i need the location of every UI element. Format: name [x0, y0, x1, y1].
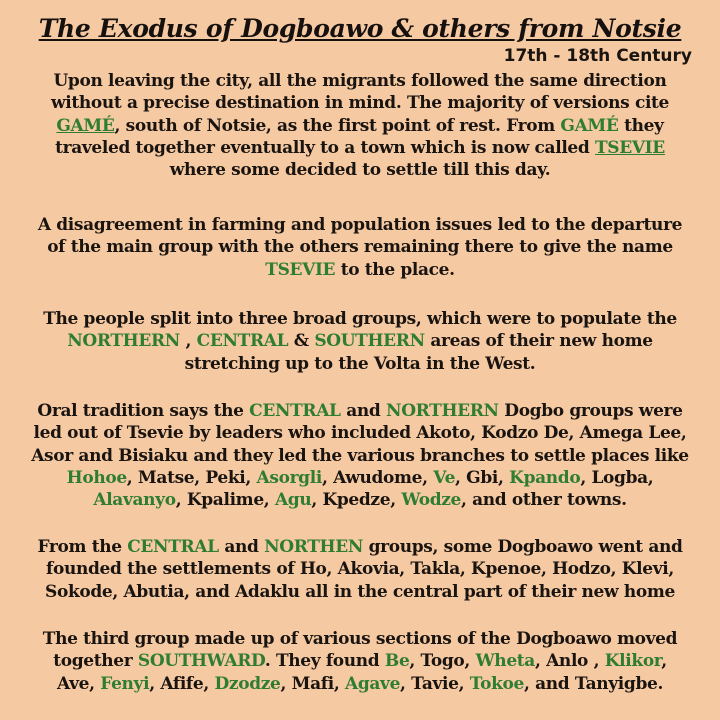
text-segment: Sokode, Abutia, and Adaklu all in the central part of their new home	[45, 581, 675, 602]
text-segment: ,	[179, 331, 197, 352]
text-segment: , Kpedze,	[311, 490, 402, 511]
century-subtitle: 17th - 18th Century	[503, 46, 692, 66]
text-segment: , Tavie,	[400, 673, 470, 694]
text-line	[14, 353, 706, 375]
text-segment: Oral tradition says the	[37, 401, 250, 421]
page-title: The Exodus of Dogboawo & others from Notsie	[38, 14, 682, 43]
text-segment: to the place.	[335, 259, 455, 280]
text-segment: , Kpalime,	[175, 490, 275, 511]
text-segment: traveled together eventually to a town which is now called	[55, 137, 595, 158]
text-line	[14, 214, 706, 236]
text-line	[14, 70, 706, 92]
text-segment: areas of their new home	[424, 331, 653, 352]
text-line	[14, 159, 706, 181]
text-segment: ,	[661, 651, 667, 672]
paragraph-6	[14, 628, 706, 695]
text-line	[14, 400, 706, 422]
text-segment: they	[618, 115, 664, 136]
text-segment: Dogbo groups were	[498, 401, 683, 421]
highlighted-place-name: NORTHERN	[386, 401, 499, 421]
text-line	[14, 422, 706, 444]
text-segment: , and other towns.	[461, 490, 627, 511]
text-segment: and	[218, 537, 265, 557]
text-line	[14, 92, 706, 114]
text-line	[14, 308, 706, 330]
text-segment: The people split into three broad groups, which were to populate the	[43, 309, 677, 329]
text-line	[14, 259, 706, 281]
text-line	[14, 536, 706, 558]
highlighted-place-name: Fenyi	[100, 673, 150, 694]
text-line	[14, 628, 706, 650]
text-segment: Asor and Bisiaku and they led the various branches to settle places like	[31, 445, 689, 466]
highlighted-place-name: Be	[384, 651, 410, 672]
highlighted-place-name: Agave	[345, 673, 401, 694]
highlighted-place-name: CENTRAL	[249, 401, 341, 421]
text-segment: . They found	[264, 651, 385, 672]
text-segment: without a precise destination in mind. The majority of versions cite	[50, 93, 670, 114]
highlighted-place-name: Wheta	[475, 651, 535, 672]
highlighted-place-name: Wodze	[401, 490, 461, 511]
text-segment: of the main group with the others remaining there to give the name	[47, 237, 673, 258]
highlighted-place-name: Tokoe	[469, 673, 524, 694]
highlighted-place-name: Dzodze	[214, 673, 281, 694]
text-segment: Ave,	[56, 673, 101, 694]
text-line	[14, 650, 706, 672]
text-segment: Upon leaving the city, all the migrants followed the same direction	[53, 71, 667, 91]
text-line	[14, 236, 706, 258]
text-segment: , Matse, Peki,	[126, 467, 257, 488]
text-segment: , Logba,	[580, 467, 654, 488]
highlighted-place-name: TSEVIE	[265, 259, 336, 280]
highlighted-place-name: Alavanyo	[93, 490, 176, 511]
text-segment: A disagreement in farming and population issues led to the departure	[37, 215, 683, 235]
highlighted-place-name: Ve	[433, 467, 456, 488]
text-segment: From the	[37, 537, 128, 557]
highlighted-place-name: Klikor	[604, 651, 662, 672]
text-segment: The third group made up of various sections of the Dogboawo moved	[42, 629, 678, 649]
text-segment: , south of Notsie, as the first point of rest. From	[114, 115, 561, 136]
paragraph-1	[14, 70, 706, 181]
text-line	[14, 467, 706, 489]
highlighted-place-name: Kpando	[509, 467, 581, 488]
highlighted-place-name: TSEVIE	[595, 137, 665, 158]
text-segment: together	[53, 651, 138, 672]
text-line	[14, 673, 706, 695]
text-line	[14, 330, 706, 352]
text-line	[14, 115, 706, 137]
highlighted-place-name: NORTHEN	[264, 537, 364, 557]
highlighted-place-name: GAMÉ	[56, 115, 115, 136]
text-segment: , Gbi,	[455, 467, 510, 488]
text-segment: led out of Tsevie by leaders who included Akoto, Kodzo De, Amega Lee,	[33, 423, 687, 444]
text-segment: &	[288, 331, 315, 352]
text-segment: , Togo,	[409, 651, 476, 672]
text-segment: and	[340, 401, 387, 421]
paragraph-3	[14, 308, 706, 375]
highlighted-place-name: CENTRAL	[127, 537, 219, 557]
highlighted-place-name: GAMÉ	[560, 115, 619, 136]
paragraph-4	[14, 400, 706, 511]
text-segment: , Awudome,	[321, 467, 434, 488]
highlighted-place-name: CENTRAL	[196, 331, 289, 352]
highlighted-place-name: SOUTHWARD	[137, 651, 265, 672]
text-line	[14, 137, 706, 159]
text-segment: , Anlo ,	[534, 651, 605, 672]
text-segment: groups, some Dogboawo went and	[363, 537, 683, 557]
text-line	[14, 445, 706, 467]
text-line	[14, 581, 706, 603]
highlighted-place-name: SOUTHERN	[314, 331, 425, 352]
highlighted-place-name: Hohoe	[66, 467, 127, 488]
highlighted-place-name: Asorgli	[256, 467, 322, 488]
text-line	[14, 558, 706, 580]
text-segment: founded the settlements of Ho, Akovia, Takla, Kpenoe, Hodzo, Klevi,	[46, 559, 674, 580]
paragraph-5	[14, 536, 706, 603]
text-segment: where some decided to settle till this day.	[169, 160, 551, 181]
highlighted-place-name: Agu	[274, 490, 312, 511]
text-line	[14, 489, 706, 511]
highlighted-place-name: NORTHERN	[67, 331, 180, 352]
text-segment: , Afife,	[149, 673, 215, 694]
text-segment: , and Tanyigbe.	[524, 673, 664, 694]
paragraph-2	[14, 214, 706, 281]
text-segment: , Mafi,	[280, 673, 345, 694]
text-segment: stretching up to the Volta in the West.	[184, 353, 536, 374]
